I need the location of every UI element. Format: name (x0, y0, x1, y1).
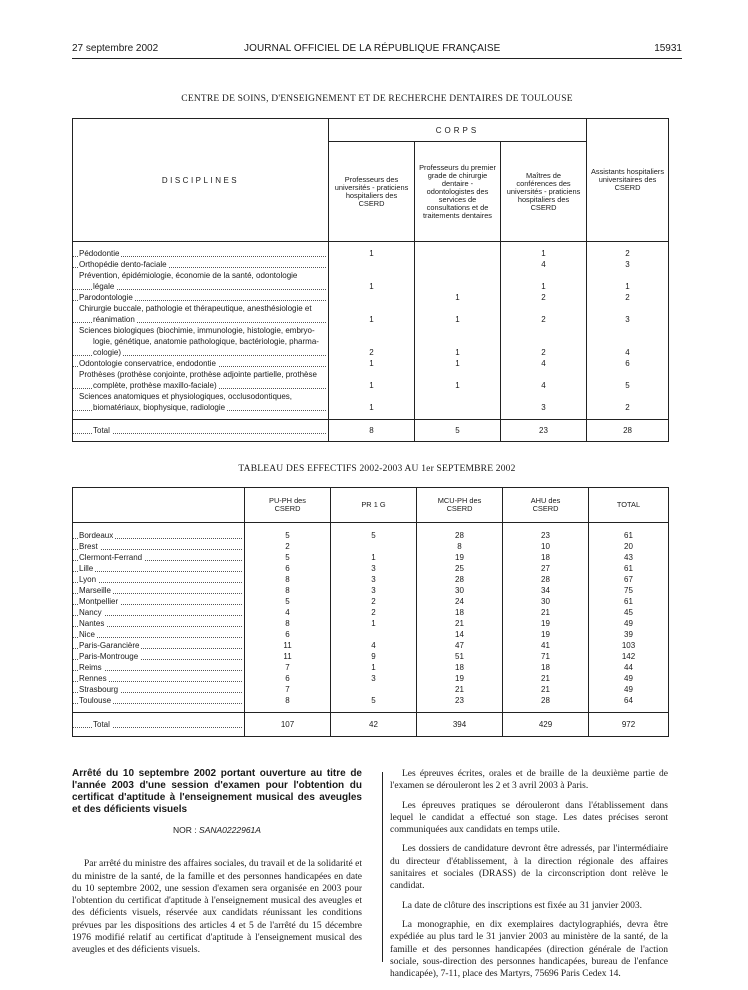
total-value: 394 (417, 713, 503, 737)
cell-value: 39 (624, 630, 633, 639)
cell-value: 3 (625, 260, 630, 269)
col-header-mcu-ph: Maîtres de conférences des universités - praticiens hospitaliers des CSERD (501, 142, 587, 242)
arrete-paragraph: Les épreuves pratiques se dérouleront dans l'établissement dans lequel le candidat a effectué son stage. Les dates précises seront communiquées aux candidats en temps utile. (390, 800, 668, 836)
cell-value: 41 (541, 641, 550, 650)
cell-value: 142 (621, 652, 636, 661)
cell-value: 3 (541, 403, 546, 412)
cell-value: 8 (285, 619, 290, 628)
cell-value: 45 (624, 608, 633, 617)
cell-value: 1 (455, 381, 460, 390)
cell-value: 11 (283, 652, 292, 661)
cell-value: 75 (624, 586, 633, 595)
discipline-label: Pédodontie (73, 248, 328, 259)
cell-value: 1 (455, 348, 460, 357)
total-value: 429 (503, 713, 589, 737)
col-header-pr1g: PR 1 G (331, 488, 417, 523)
col-header-ahu: Assistants hospitaliers universitaires des CSERD (587, 119, 669, 242)
cell-value: 6 (285, 630, 290, 639)
cell-value: 30 (541, 597, 550, 606)
city-label: Nancy (73, 607, 244, 618)
city-label: Paris-Garancière (73, 640, 244, 651)
cell-value: 2 (371, 608, 376, 617)
disciplines-list (73, 242, 329, 420)
cell-value: 3 (371, 564, 376, 573)
arrete-paragraph: La monographie, en dix exemplaires dactylographiés, devra être expédiée au plus tard le 31 janvier 2003 au ministère de la santé, de la famille et des personnes handicapées (direction générale de l'action sociale, sous-direction des personnes handicapées, bureau de l'enfance handicapée), 7-11, place des Martyrs, 75696 Paris Cedex 14. (390, 919, 668, 980)
cell-value: 1 (455, 315, 460, 324)
cell-value: 49 (624, 619, 633, 628)
cell-value: 4 (285, 608, 290, 617)
cell-value: 3 (625, 315, 630, 324)
cell-value: 4 (625, 348, 630, 357)
cell-value: 3 (371, 674, 376, 683)
discipline-label: Prévention, épidémiologie, économie de la santé, odontologie (79, 271, 298, 280)
cell-value (415, 259, 500, 270)
arrete-paragraph: La date de clôture des inscriptions est fixée au 31 janvier 2003. (402, 900, 643, 911)
cell-value: 34 (541, 586, 550, 595)
cell-value: 4 (541, 260, 546, 269)
city-label: Lille (73, 563, 244, 574)
cell-value: 4 (371, 641, 376, 650)
total-value: 42 (331, 713, 417, 737)
cell-value: 6 (625, 359, 630, 368)
cell-value (329, 292, 414, 303)
header-date: 27 septembre 2002 (72, 43, 159, 54)
cell-value: 7 (285, 685, 290, 694)
cell-value: 1 (369, 282, 374, 291)
col-header-pu-ph: Professeurs des universités - praticiens hospitaliers des CSERD (329, 142, 415, 242)
cell-value: 1 (369, 315, 374, 324)
cell-value: 61 (624, 564, 633, 573)
city-list (73, 523, 245, 713)
city-header-empty (73, 488, 245, 523)
cell-value: 18 (455, 663, 464, 672)
cell-value: 27 (541, 564, 550, 573)
cell-value (331, 684, 416, 695)
mcu-ph-values (501, 242, 587, 420)
cell-value: 1 (541, 249, 546, 258)
arrete-paragraph: Par arrêté du ministre des affaires sociales, du travail et de la solidarité et du ministre de la santé, de la famille et des personnes handicapées en date du 10 septembre 2002, une session d'examen sera organisée en 2003 pour l'obtention du certificat d'aptitude à l'enseignement musical des aveugles et des déficients visuels, réservée aux candidats réunissant les conditions prévues par les dispositions des articles 4 et 5 de l'arrêté du 15 décembre 1976 modifié relatif au certificat d'aptitude à l'enseignement musical des aveugles et des déficients visuels. (72, 859, 362, 956)
cell-value: 8 (457, 542, 462, 551)
col-header-pu-ph: PU-PH des CSERD (245, 488, 331, 523)
cell-value: 1 (371, 553, 376, 562)
cell-value: 14 (455, 630, 464, 639)
discipline-label: Orthopédie dento-faciale (73, 259, 328, 270)
cell-value: 2 (369, 348, 374, 357)
discipline-label: Parodontologie (73, 292, 328, 303)
cell-value: 8 (285, 696, 290, 705)
cell-value: 21 (541, 674, 550, 683)
cell-value: 47 (455, 641, 464, 650)
cell-value: 21 (541, 608, 550, 617)
cell-value: 23 (541, 531, 550, 540)
cell-value: 2 (371, 597, 376, 606)
pu-ph-values (245, 523, 331, 713)
arrete-paragraph: Les épreuves écrites, orales et de braille de la deuxième partie de l'examen se dérouleront les 2 et 3 avril 2003 à Paris. (390, 769, 668, 792)
table2-title: TABLEAU DES EFFECTIFS 2002-2003 AU 1er SEPTEMBRE 2002 (238, 464, 516, 474)
arrete-paragraph: Les dossiers de candidature devront être adressés, par l'intermédiaire du directeur d'établissement, à la direction régionale des affaires sanitaires et sociales (DRASS) de la circonscription dont relève le candidat. (390, 844, 668, 892)
ahu-values (503, 523, 589, 713)
cell-value: 49 (624, 685, 633, 694)
cell-value: 24 (455, 597, 464, 606)
discipline-label: réanimation (73, 314, 328, 325)
effectifs-table (72, 487, 669, 737)
cell-value: 51 (455, 652, 464, 661)
col-header-mcu-ph: MCU-PH des CSERD (417, 488, 503, 523)
city-label: Marseille (73, 585, 244, 596)
cell-value: 19 (541, 619, 550, 628)
cell-value: 1 (625, 282, 630, 291)
city-label: Clermont-Ferrand (73, 552, 244, 563)
cell-value: 28 (455, 575, 464, 584)
total-row-label: Total (73, 713, 245, 737)
cell-value: 9 (371, 652, 376, 661)
cell-value (415, 402, 500, 413)
cell-value (415, 281, 500, 292)
page-number: 15931 (654, 43, 682, 54)
col-header-total: TOTAL (589, 488, 669, 523)
discipline-label: Prothèses (prothèse conjointe, prothèse adjointe partielle, prothèse (79, 370, 317, 379)
total-value: 23 (501, 420, 587, 442)
cell-value (331, 541, 416, 552)
cell-value: 1 (369, 359, 374, 368)
journal-title: JOURNAL OFFICIEL DE LA RÉPUBLIQUE FRANÇAISE (244, 43, 501, 54)
cell-value: 1 (369, 403, 374, 412)
cell-value: 61 (624, 531, 633, 540)
cell-value: 3 (371, 586, 376, 595)
cell-value: 5 (371, 531, 376, 540)
cell-value: 64 (624, 696, 633, 705)
discipline-label: biomatériaux, biophysique, radiologie (73, 402, 328, 413)
cell-value: 2 (625, 293, 630, 302)
cell-value: 4 (541, 359, 546, 368)
cell-value: 1 (369, 381, 374, 390)
cell-value (415, 248, 500, 259)
cell-value: 61 (624, 597, 633, 606)
cell-value: 67 (624, 575, 633, 584)
col-header-pr1g: Professeurs du premier grade de chirurgie dentaire - odontologistes des services de consultations et de traitements dentaires (415, 142, 501, 242)
total-row-label: Total (73, 420, 329, 442)
cell-value: 1 (371, 663, 376, 672)
cell-value: 19 (455, 674, 464, 683)
cell-value: 20 (624, 542, 633, 551)
cell-value: 103 (621, 641, 636, 650)
city-label: Bordeaux (73, 530, 244, 541)
city-label: Montpellier (73, 596, 244, 607)
cell-value: 1 (455, 293, 460, 302)
cell-value: 1 (369, 249, 374, 258)
cell-value: 23 (455, 696, 464, 705)
nor-reference: NOR : SANA0222961A (173, 825, 261, 835)
city-label: Rennes (73, 673, 244, 684)
cell-value: 71 (541, 652, 550, 661)
city-label: Nantes (73, 618, 244, 629)
cell-value: 2 (541, 348, 546, 357)
arrete-left-column (72, 768, 362, 964)
cell-value: 11 (283, 641, 292, 650)
total-value: 8 (329, 420, 415, 442)
cell-value: 28 (541, 575, 550, 584)
discipline-label: légale (73, 281, 328, 292)
arrete-right-column (390, 768, 668, 987)
cell-value: 8 (285, 575, 290, 584)
cell-value: 18 (541, 663, 550, 672)
cell-value (331, 629, 416, 640)
cell-value: 1 (455, 359, 460, 368)
cell-value: 4 (541, 381, 546, 390)
column-divider (382, 772, 383, 962)
mcu-ph-values (417, 523, 503, 713)
cell-value: 21 (455, 619, 464, 628)
discipline-label: complète, prothèse maxillo-faciale) (73, 380, 328, 391)
cell-value: 2 (541, 293, 546, 302)
cell-value (329, 259, 414, 270)
cell-value: 43 (624, 553, 633, 562)
discipline-label: cologie) (73, 347, 328, 358)
cell-value: 6 (285, 674, 290, 683)
pu-ph-values (329, 242, 415, 420)
cell-value: 6 (285, 564, 290, 573)
cell-value: 1 (371, 619, 376, 628)
total-value: 107 (245, 713, 331, 737)
total-value: 28 (587, 420, 669, 442)
col-header-ahu: AHU des CSERD (503, 488, 589, 523)
cell-value: 18 (455, 608, 464, 617)
cell-value: 28 (455, 531, 464, 540)
cell-value: 2 (285, 542, 290, 551)
cell-value: 5 (371, 696, 376, 705)
cell-value: 19 (541, 630, 550, 639)
cell-value: 49 (624, 674, 633, 683)
total-value: 972 (589, 713, 669, 737)
cell-value: 30 (455, 586, 464, 595)
cell-value: 25 (455, 564, 464, 573)
header-rule (72, 58, 682, 59)
city-label: Brest (73, 541, 244, 552)
cell-value: 3 (371, 575, 376, 584)
city-label: Paris-Montrouge (73, 651, 244, 662)
cell-value: 2 (541, 315, 546, 324)
discipline-label: Sciences biologiques (biochimie, immunologie, histologie, embryo- (79, 326, 315, 335)
cell-value: 1 (541, 282, 546, 291)
city-label: Toulouse (73, 695, 244, 706)
cell-value: 28 (541, 696, 550, 705)
discipline-label: Sciences anatomiques et physiologiques, occlusodontiques, (79, 392, 293, 401)
pr1g-values (415, 242, 501, 420)
cell-value: 5 (285, 553, 290, 562)
ahu-values (587, 242, 669, 420)
disciplines-header: DISCIPLINES (73, 119, 329, 242)
cell-value: 21 (455, 685, 464, 694)
cell-value: 5 (285, 531, 290, 540)
city-label: Lyon (73, 574, 244, 585)
discipline-label: logie, génétique, anatomie pathologique, bactériologie, pharma- (93, 337, 319, 346)
total-values (589, 523, 669, 713)
cell-value: 18 (541, 553, 550, 562)
discipline-label: Chirurgie buccale, pathologie et thérapeutique, anesthésiologie et (79, 304, 312, 313)
city-label: Strasbourg (73, 684, 244, 695)
cell-value: 21 (541, 685, 550, 694)
arrete-title: Arrêté du 10 septembre 2002 portant ouverture au titre de l'année 2003 d'une session d'examen pour l'obtention du certificat d'aptitude à l'enseignement musical des aveugles et des déficients visuels (72, 768, 362, 815)
pr1g-values (331, 523, 417, 713)
cell-value: 10 (541, 542, 550, 551)
disciplines-table (72, 118, 669, 442)
cell-value: 5 (625, 381, 630, 390)
discipline-label: Odontologie conservatrice, endodontie (73, 358, 328, 369)
cell-value: 5 (285, 597, 290, 606)
cell-value: 7 (285, 663, 290, 672)
cell-value: 8 (285, 586, 290, 595)
cell-value: 19 (455, 553, 464, 562)
cell-value: 2 (625, 403, 630, 412)
page-header (72, 43, 682, 57)
cell-value: 44 (624, 663, 633, 672)
city-label: Reims (73, 662, 244, 673)
city-label: Nice (73, 629, 244, 640)
total-value: 5 (415, 420, 501, 442)
corps-header: CORPS (329, 119, 587, 142)
cell-value: 2 (625, 249, 630, 258)
table1-title: CENTRE DE SOINS, D'ENSEIGNEMENT ET DE RECHERCHE DENTAIRES DE TOULOUSE (181, 94, 573, 104)
